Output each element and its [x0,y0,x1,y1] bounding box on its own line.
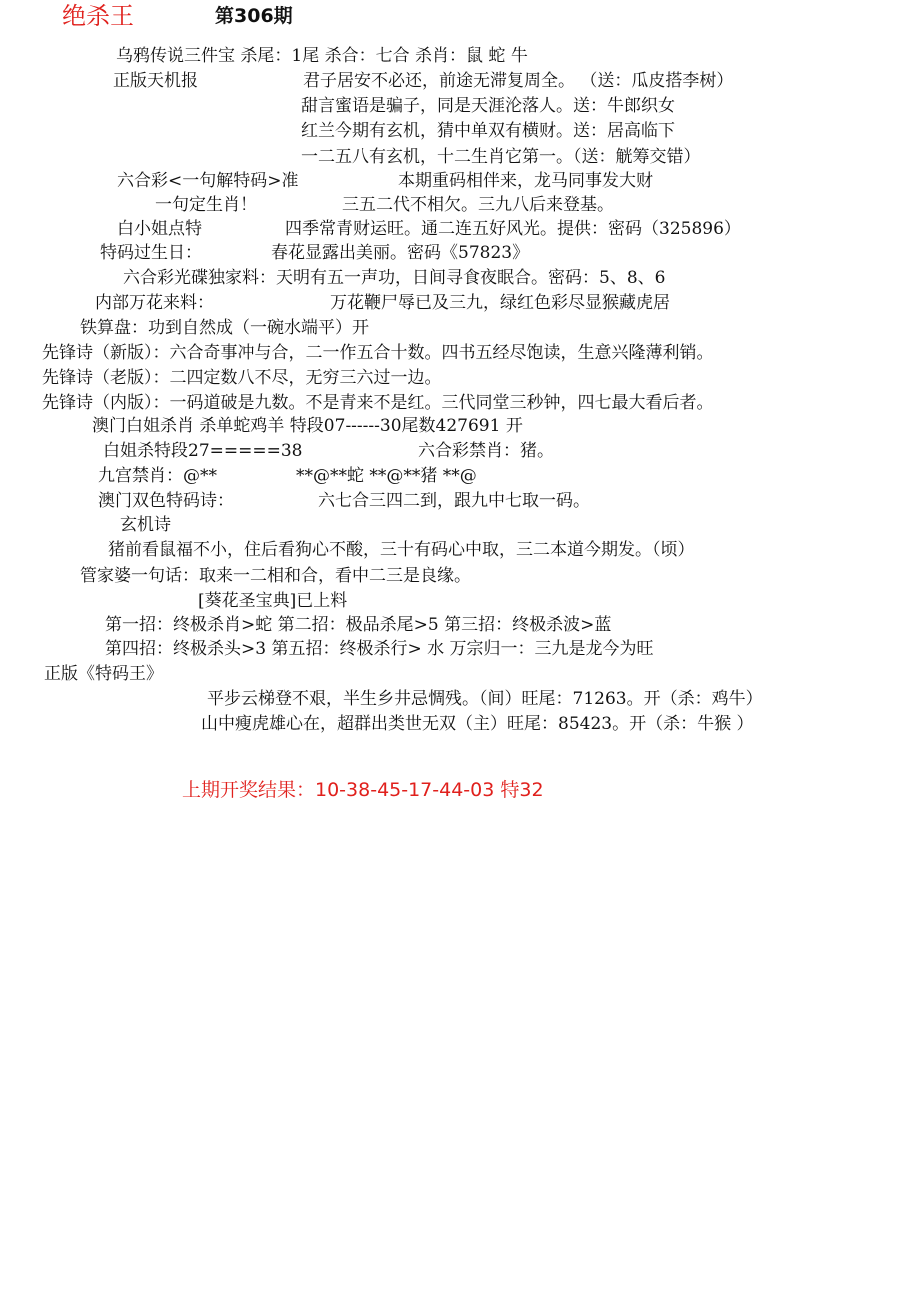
text-line: 六七合三四二到，跟九中七取一码。 [318,491,590,511]
text-line: 六合彩<一句解特码>准 [117,171,299,191]
text-line: 内部万花来料： [95,293,214,313]
text-line: 君子居安不必还，前途无滞复周全。 （送：瓜皮搭李树） [303,71,734,91]
text-line: 万花鞭尸辱已及三九，绿红色彩尽显猴藏虎居 [330,293,670,313]
text-line: 本期重码相伴来，龙马同事发大财 [398,171,653,191]
text-line: 红兰今期有玄机，猜中单双有横财。送：居高临下 [301,121,675,141]
text-line: 第四招：终极杀头>3 第五招：终极杀行> 水 万宗归一：三九是龙今为旺 [105,639,654,659]
text-line: 乌鸦传说三件宝 杀尾：1尾 杀合：七合 杀肖：鼠 蛇 牛 [116,46,528,66]
text-line: 六合彩禁肖：猪。 [418,441,554,461]
text-line: 先锋诗（新版）：六合奇事冲与合，二一作五合十数。四书五经尽饱读，生意兴隆薄利销。 [42,343,714,363]
text-line: 先锋诗（老版）：二四定数八不尽，无穷三六过一边。 [42,368,442,388]
text-line: 猪前看鼠福不小，住后看狗心不酸，三十有码心中取，三二本道今期发。（顷） [108,540,695,560]
text-line: 平步云梯登不艰，半生乡井忌惆残。（间）旺尾：71263。开（杀：鸡牛） [207,689,763,709]
last-draw-result: 上期开奖结果：10-38-45-17-44-03 特32 [182,779,544,801]
text-line: 四季常青财运旺。通二连五好风光。提供：密码（325896） [285,219,741,239]
page-title: 绝杀王 [62,2,134,30]
text-line: 一二五八有玄机，十二生肖它第一。（送：觥筹交错） [301,147,701,167]
text-line: 甜言蜜语是骗子，同是天涯沦落人。送：牛郎织女 [301,96,675,116]
text-line: 澳门双色特码诗： [98,491,234,511]
text-line: 六合彩光碟独家料：天明有五一声功，日间寻食夜眠合。密码：5、8、6 [123,268,666,288]
issue-number: 第306期 [215,5,293,27]
text-line: 白姐杀特段27=====38 [103,441,303,461]
text-line: 特码过生日： [100,243,202,263]
text-line: 白小姐点特 [117,219,202,239]
text-line: 山中瘦虎雄心在，超群出类世无双（主）旺尾：85423。开（杀：牛猴 ） [201,714,754,734]
text-line: 正版《特码王》 [44,664,163,684]
text-line: 一句定生肖！ [155,195,257,215]
text-line: 第一招：终极杀肖>蛇 第二招：极品杀尾>5 第三招：终极杀波>蓝 [105,615,612,635]
text-line: 管家婆一句话：取来一二相和合，看中二三是良缘。 [80,566,471,586]
text-line: [葵花圣宝典]已上料 [198,591,348,611]
text-line: 九宫禁肖：@** [98,466,217,486]
text-line: 澳门白姐杀肖 杀单蛇鸡羊 特段07------30尾数427691 开 [92,416,523,436]
text-line: 春花显露出美丽。密码《57823》 [271,243,530,263]
text-line: 铁算盘：功到自然成（一碗水端平）开 [80,318,369,338]
text-line: **@**蛇 **@**猪 **@ [296,466,477,486]
text-line: 先锋诗（内版）：一码道破是九数。不是青来不是红。三代同堂三秒钟，四七最大看后者。 [42,393,714,413]
text-line: 三五二代不相欠。三九八后来登基。 [342,195,614,215]
text-line: 正版天机报 [113,71,198,91]
text-line: 玄机诗 [120,515,171,535]
